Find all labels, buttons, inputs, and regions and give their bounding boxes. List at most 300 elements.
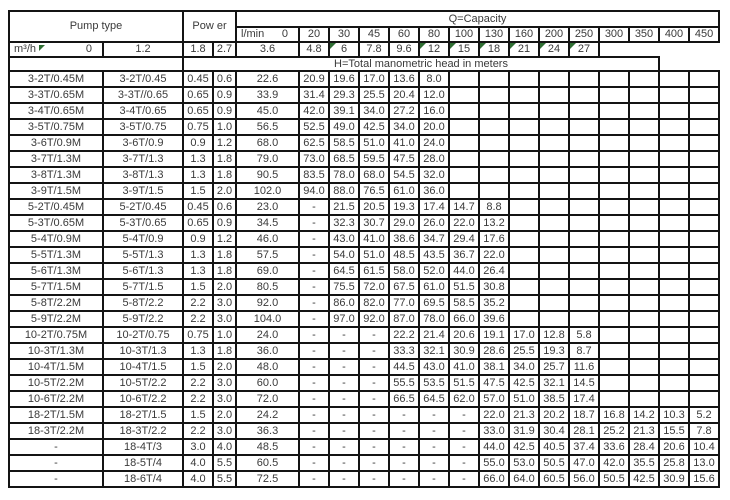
head-value: - bbox=[449, 455, 479, 471]
lmin-value: 60 bbox=[389, 27, 419, 42]
head-value: 5.2 bbox=[689, 407, 719, 423]
head-value: - bbox=[299, 327, 329, 343]
head-value: 36.3 bbox=[236, 423, 299, 439]
head-value: - bbox=[299, 343, 329, 359]
power-kw: 0.75 bbox=[183, 327, 213, 343]
pump-type-single: 3-7T/1.3M bbox=[9, 151, 103, 167]
pump-type-three: 10-5T/2.2 bbox=[103, 375, 183, 391]
head-value: 53.0 bbox=[509, 455, 539, 471]
head-value bbox=[599, 359, 629, 375]
head-value: - bbox=[329, 375, 359, 391]
head-value: - bbox=[419, 439, 449, 455]
head-value bbox=[479, 71, 509, 87]
head-value: - bbox=[299, 439, 329, 455]
head-value bbox=[569, 167, 599, 183]
m3h-value-flagged: 15 bbox=[449, 42, 479, 57]
head-value: 34.5 bbox=[236, 215, 299, 231]
table-row bbox=[9, 455, 719, 471]
lmin-value: 160 bbox=[509, 27, 539, 42]
pump-type-three: 18-2T/1.5 bbox=[103, 407, 183, 423]
power-hp: 3.0 bbox=[213, 423, 236, 439]
head-value bbox=[689, 183, 719, 199]
pump-type-single: 3-6T/0.9M bbox=[9, 135, 103, 151]
power-hp: 2.0 bbox=[213, 183, 236, 199]
head-value: 80.5 bbox=[236, 279, 299, 295]
head-value bbox=[599, 263, 629, 279]
head-value: 13.6 bbox=[389, 71, 419, 87]
head-value: 58.0 bbox=[389, 263, 419, 279]
head-value: - bbox=[359, 375, 389, 391]
power-hp: 1.8 bbox=[213, 343, 236, 359]
head-value: - bbox=[329, 423, 359, 439]
head-value: 22.0 bbox=[479, 407, 509, 423]
head-value bbox=[509, 151, 539, 167]
head-value: 75.5 bbox=[329, 279, 359, 295]
head-value: 20.9 bbox=[299, 71, 329, 87]
head-value: 39.6 bbox=[479, 311, 509, 327]
head-value bbox=[569, 71, 599, 87]
head-value: 42.5 bbox=[509, 375, 539, 391]
pump-type-three: 5-3T/0.65 bbox=[103, 215, 183, 231]
head-value bbox=[689, 135, 719, 151]
lmin-value: 45 bbox=[359, 27, 389, 42]
head-value: 25.7 bbox=[539, 359, 569, 375]
power-kw: 1.3 bbox=[183, 151, 213, 167]
power-hp: 1.0 bbox=[213, 119, 236, 135]
head-value bbox=[449, 183, 479, 199]
head-value: - bbox=[389, 439, 419, 455]
m3h-value-flagged: 24 bbox=[539, 42, 569, 57]
pump-type-three: 3-6T/0.9 bbox=[103, 135, 183, 151]
head-value: 32.1 bbox=[539, 375, 569, 391]
head-value: - bbox=[419, 471, 449, 487]
head-value: 60.5 bbox=[236, 455, 299, 471]
head-value bbox=[599, 199, 629, 215]
pump-type-three: 18-6T/4 bbox=[103, 471, 183, 487]
head-value: 24.0 bbox=[236, 327, 299, 343]
power-hp: 0.9 bbox=[213, 215, 236, 231]
power-kw: 3.0 bbox=[183, 439, 213, 455]
pump-type-single: - bbox=[9, 439, 103, 455]
head-value: 56.0 bbox=[569, 471, 599, 487]
table-row bbox=[9, 471, 719, 487]
head-value: 16.0 bbox=[419, 103, 449, 119]
m3h-value: 1.8 bbox=[183, 42, 213, 57]
head-value: 33.0 bbox=[479, 423, 509, 439]
lmin-value: 100 bbox=[449, 27, 479, 42]
power-kw: 1.5 bbox=[183, 359, 213, 375]
head-value: - bbox=[329, 391, 359, 407]
head-value: 97.0 bbox=[329, 311, 359, 327]
head-value bbox=[539, 263, 569, 279]
head-value: 20.0 bbox=[419, 119, 449, 135]
head-value: - bbox=[329, 471, 359, 487]
head-value bbox=[659, 199, 689, 215]
head-value: 67.5 bbox=[389, 279, 419, 295]
head-value: 34.0 bbox=[359, 103, 389, 119]
head-value: 8.8 bbox=[479, 199, 509, 215]
table-row bbox=[9, 87, 719, 103]
head-value: 83.5 bbox=[299, 167, 329, 183]
head-value: 45.0 bbox=[236, 103, 299, 119]
m3h-value-flagged: 12 bbox=[419, 42, 449, 57]
head-value: 13.0 bbox=[689, 455, 719, 471]
head-value: - bbox=[299, 231, 329, 247]
head-value bbox=[509, 87, 539, 103]
head-value bbox=[479, 135, 509, 151]
head-value: 56.5 bbox=[236, 119, 299, 135]
head-value bbox=[689, 263, 719, 279]
head-value bbox=[629, 135, 659, 151]
head-value bbox=[659, 359, 689, 375]
head-value bbox=[659, 231, 689, 247]
head-value bbox=[659, 311, 689, 327]
head-value: - bbox=[389, 423, 419, 439]
table-row bbox=[9, 407, 719, 423]
head-value: 47.0 bbox=[569, 455, 599, 471]
head-value: - bbox=[299, 407, 329, 423]
pump-type-three: 10-2T/0.75 bbox=[103, 327, 183, 343]
power-hp: 2.0 bbox=[213, 359, 236, 375]
table-row bbox=[9, 135, 719, 151]
header-power: Pow er bbox=[183, 11, 236, 42]
head-value: 25.2 bbox=[599, 423, 629, 439]
head-value: 21.3 bbox=[509, 407, 539, 423]
power-hp: 1.0 bbox=[213, 327, 236, 343]
power-kw: 1.3 bbox=[183, 247, 213, 263]
head-value: - bbox=[359, 407, 389, 423]
lmin-value: 20 bbox=[299, 27, 329, 42]
head-value: 22.2 bbox=[389, 327, 419, 343]
head-value: 29.0 bbox=[389, 215, 419, 231]
head-value: - bbox=[299, 295, 329, 311]
head-value bbox=[509, 183, 539, 199]
head-value: - bbox=[299, 455, 329, 471]
head-value: 17.4 bbox=[419, 199, 449, 215]
pump-type-single: 5-4T/0.9M bbox=[9, 231, 103, 247]
m3h-value: 4.8 bbox=[299, 42, 329, 57]
head-value: - bbox=[449, 471, 479, 487]
head-value bbox=[539, 135, 569, 151]
head-value: 88.0 bbox=[329, 183, 359, 199]
head-value: 58.5 bbox=[449, 295, 479, 311]
head-value: - bbox=[299, 423, 329, 439]
head-value: 51.5 bbox=[449, 375, 479, 391]
head-value: 86.0 bbox=[329, 295, 359, 311]
table-row bbox=[9, 295, 719, 311]
head-value bbox=[659, 279, 689, 295]
lmin-label-cell bbox=[236, 27, 299, 42]
head-value: 42.5 bbox=[509, 439, 539, 455]
head-value bbox=[509, 247, 539, 263]
pump-type-three: 5-2T/0.45 bbox=[103, 199, 183, 215]
head-value: 30.9 bbox=[449, 343, 479, 359]
head-value: - bbox=[299, 375, 329, 391]
head-value: 43.0 bbox=[419, 359, 449, 375]
head-value: 41.0 bbox=[389, 135, 419, 151]
pump-type-single: 18-3T/2.2M bbox=[9, 423, 103, 439]
table-row bbox=[9, 247, 719, 263]
head-value: 79.0 bbox=[236, 151, 299, 167]
table-row bbox=[9, 183, 719, 199]
head-value: 29.3 bbox=[329, 87, 359, 103]
power-hp: 3.0 bbox=[213, 391, 236, 407]
head-value: 36.7 bbox=[449, 247, 479, 263]
head-value bbox=[479, 151, 509, 167]
head-value: 20.2 bbox=[539, 407, 569, 423]
head-value bbox=[539, 311, 569, 327]
m3h-value-flagged: 6 bbox=[329, 42, 359, 57]
head-value bbox=[449, 151, 479, 167]
head-value bbox=[539, 199, 569, 215]
pump-type-three: 18-3T/2.2 bbox=[103, 423, 183, 439]
lmin-value: 250 bbox=[569, 27, 599, 42]
head-value: 55.0 bbox=[479, 455, 509, 471]
power-kw: 2.2 bbox=[183, 423, 213, 439]
head-value: 17.0 bbox=[359, 71, 389, 87]
head-value: 25.5 bbox=[509, 343, 539, 359]
power-hp: 1.8 bbox=[213, 151, 236, 167]
pump-type-three: 3-2T/0.45 bbox=[103, 71, 183, 87]
power-hp: 2.0 bbox=[213, 407, 236, 423]
head-value: - bbox=[359, 471, 389, 487]
m3h-label: m³/h bbox=[14, 43, 36, 55]
head-value bbox=[659, 135, 689, 151]
head-value: 72.5 bbox=[236, 471, 299, 487]
head-value bbox=[539, 183, 569, 199]
power-hp: 4.0 bbox=[213, 439, 236, 455]
power-kw: 2.2 bbox=[183, 391, 213, 407]
head-value bbox=[539, 295, 569, 311]
pump-type-single: 10-5T/2.2M bbox=[9, 375, 103, 391]
pump-type-three: 5-8T/2.2 bbox=[103, 295, 183, 311]
head-value bbox=[659, 119, 689, 135]
head-value: 32.1 bbox=[419, 343, 449, 359]
head-value: 17.0 bbox=[509, 327, 539, 343]
pump-spec-table bbox=[8, 10, 720, 488]
pump-type-three: 3-4T/0.65 bbox=[103, 103, 183, 119]
head-value: 104.0 bbox=[236, 311, 299, 327]
head-value bbox=[659, 343, 689, 359]
lmin-label: l/min bbox=[241, 28, 265, 40]
pump-type-single: 3-9T/1.5M bbox=[9, 183, 103, 199]
pump-type-single: 3-4T/0.65M bbox=[9, 103, 103, 119]
table-row bbox=[9, 311, 719, 327]
head-value: 51.0 bbox=[359, 247, 389, 263]
head-value: 48.5 bbox=[236, 439, 299, 455]
head-value: 8.7 bbox=[569, 343, 599, 359]
head-value bbox=[479, 167, 509, 183]
head-value: 62.0 bbox=[449, 391, 479, 407]
head-value: 5.8 bbox=[569, 327, 599, 343]
table-row bbox=[9, 359, 719, 375]
table-row bbox=[9, 167, 719, 183]
pump-type-single: 3-8T/1.3M bbox=[9, 167, 103, 183]
head-value bbox=[449, 135, 479, 151]
head-value bbox=[689, 391, 719, 407]
head-value bbox=[629, 103, 659, 119]
lmin-value: 80 bbox=[419, 27, 449, 42]
head-value bbox=[659, 215, 689, 231]
head-value: 54.5 bbox=[389, 167, 419, 183]
head-value: 20.6 bbox=[449, 327, 479, 343]
pump-type-three: 10-6T/2.2 bbox=[103, 391, 183, 407]
head-value: 32.0 bbox=[419, 167, 449, 183]
head-value: - bbox=[359, 455, 389, 471]
head-value bbox=[659, 103, 689, 119]
head-value: 28.1 bbox=[569, 423, 599, 439]
head-value bbox=[509, 199, 539, 215]
head-value bbox=[659, 71, 689, 87]
head-value bbox=[569, 183, 599, 199]
head-value: 10.4 bbox=[689, 439, 719, 455]
head-value bbox=[569, 311, 599, 327]
head-value bbox=[599, 135, 629, 151]
power-hp: 2.0 bbox=[213, 279, 236, 295]
head-value: 92.0 bbox=[359, 311, 389, 327]
head-value bbox=[689, 231, 719, 247]
head-value bbox=[629, 343, 659, 359]
head-value: 66.0 bbox=[479, 471, 509, 487]
head-value bbox=[539, 151, 569, 167]
head-value bbox=[659, 391, 689, 407]
power-kw: 1.5 bbox=[183, 407, 213, 423]
head-value: 38.6 bbox=[389, 231, 419, 247]
pump-type-single: 10-3T/1.3M bbox=[9, 343, 103, 359]
power-kw: 4.0 bbox=[183, 471, 213, 487]
pump-type-single: 5-7T/1.5M bbox=[9, 279, 103, 295]
head-value: 78.0 bbox=[329, 167, 359, 183]
head-value bbox=[569, 231, 599, 247]
head-value bbox=[659, 263, 689, 279]
head-value bbox=[689, 71, 719, 87]
head-value: 61.0 bbox=[419, 279, 449, 295]
m3h-value-flagged: 27 bbox=[569, 42, 599, 57]
head-value bbox=[689, 103, 719, 119]
head-value: - bbox=[449, 407, 479, 423]
table-row bbox=[9, 391, 719, 407]
head-value bbox=[569, 215, 599, 231]
head-value: 36.0 bbox=[236, 343, 299, 359]
head-value bbox=[629, 279, 659, 295]
power-kw: 0.65 bbox=[183, 103, 213, 119]
head-value: 30.7 bbox=[359, 215, 389, 231]
head-value bbox=[449, 103, 479, 119]
head-value: 42.0 bbox=[299, 103, 329, 119]
head-value: - bbox=[449, 423, 479, 439]
head-value: 42.0 bbox=[599, 455, 629, 471]
head-value bbox=[599, 119, 629, 135]
head-value: - bbox=[329, 359, 359, 375]
power-kw: 0.9 bbox=[183, 231, 213, 247]
pump-type-single: - bbox=[9, 471, 103, 487]
head-value: 34.7 bbox=[419, 231, 449, 247]
head-value: 35.5 bbox=[629, 455, 659, 471]
power-hp: 0.9 bbox=[213, 103, 236, 119]
head-value: 102.0 bbox=[236, 183, 299, 199]
head-value: 13.2 bbox=[479, 215, 509, 231]
pump-type-single: 18-2T/1.5M bbox=[9, 407, 103, 423]
table-row bbox=[9, 119, 719, 135]
power-hp: 5.5 bbox=[213, 471, 236, 487]
power-kw: 2.2 bbox=[183, 311, 213, 327]
head-value: - bbox=[329, 455, 359, 471]
power-kw: 0.9 bbox=[183, 135, 213, 151]
head-value: 46.0 bbox=[236, 231, 299, 247]
head-value: 44.5 bbox=[389, 359, 419, 375]
power-hp: 0.6 bbox=[213, 71, 236, 87]
table-row bbox=[9, 343, 719, 359]
power-kw: 2.2 bbox=[183, 375, 213, 391]
head-value bbox=[689, 311, 719, 327]
pump-type-three: 5-7T/1.5 bbox=[103, 279, 183, 295]
head-value: 12.8 bbox=[539, 327, 569, 343]
head-value bbox=[599, 327, 629, 343]
head-value: - bbox=[329, 407, 359, 423]
head-value: - bbox=[299, 391, 329, 407]
head-value bbox=[689, 119, 719, 135]
head-value: 38.1 bbox=[479, 359, 509, 375]
head-value: - bbox=[299, 199, 329, 215]
head-value: 17.6 bbox=[479, 231, 509, 247]
m3h-label-cell bbox=[9, 42, 103, 57]
head-value: 31.9 bbox=[509, 423, 539, 439]
head-value: 94.0 bbox=[299, 183, 329, 199]
head-value: 51.0 bbox=[359, 135, 389, 151]
head-value bbox=[509, 71, 539, 87]
head-value: 19.6 bbox=[329, 71, 359, 87]
head-note: H=Total manometric head in meters bbox=[183, 57, 659, 71]
head-value bbox=[599, 279, 629, 295]
head-value: 50.5 bbox=[599, 471, 629, 487]
head-value bbox=[689, 151, 719, 167]
power-hp: 1.8 bbox=[213, 167, 236, 183]
head-value: 60.0 bbox=[236, 375, 299, 391]
power-kw: 1.5 bbox=[183, 183, 213, 199]
head-value: 14.2 bbox=[629, 407, 659, 423]
pump-type-three: 10-4T/1.5 bbox=[103, 359, 183, 375]
lmin-value: 130 bbox=[479, 27, 509, 42]
table-row bbox=[9, 439, 719, 455]
head-value: 48.0 bbox=[236, 359, 299, 375]
head-value: 12.0 bbox=[419, 87, 449, 103]
head-value bbox=[599, 343, 629, 359]
table-row bbox=[9, 199, 719, 215]
power-kw: 0.45 bbox=[183, 199, 213, 215]
head-value: 64.0 bbox=[509, 471, 539, 487]
head-value: - bbox=[299, 215, 329, 231]
head-value bbox=[569, 295, 599, 311]
head-value: 62.5 bbox=[299, 135, 329, 151]
head-value: - bbox=[299, 471, 329, 487]
head-value bbox=[539, 119, 569, 135]
table-row bbox=[9, 71, 719, 87]
head-value bbox=[569, 199, 599, 215]
table-row bbox=[9, 327, 719, 343]
head-value: 41.0 bbox=[449, 359, 479, 375]
power-kw: 0.65 bbox=[183, 87, 213, 103]
head-value: - bbox=[359, 423, 389, 439]
head-value bbox=[599, 311, 629, 327]
head-value: 25.8 bbox=[659, 455, 689, 471]
power-kw: 1.3 bbox=[183, 167, 213, 183]
head-value bbox=[689, 215, 719, 231]
head-value: 60.5 bbox=[539, 471, 569, 487]
power-kw: 0.65 bbox=[183, 215, 213, 231]
head-value: - bbox=[329, 343, 359, 359]
head-value: 16.8 bbox=[599, 407, 629, 423]
head-value: 40.5 bbox=[539, 439, 569, 455]
